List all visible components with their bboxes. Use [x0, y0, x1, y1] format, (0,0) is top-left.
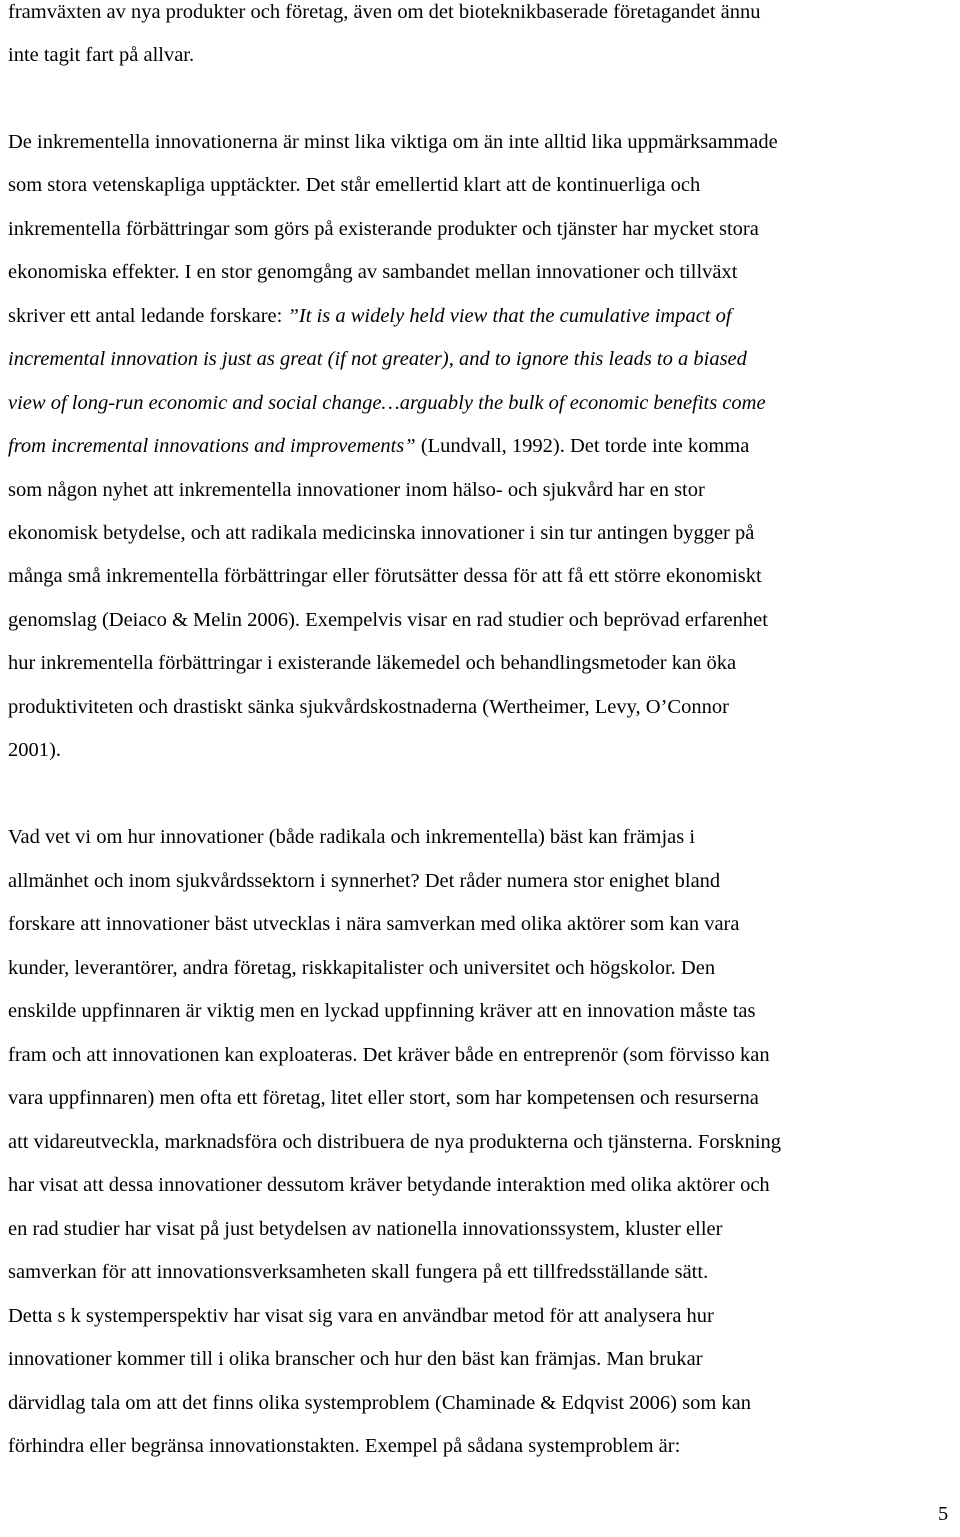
text-line: forskare att innovationer bäst utvecklas i nära samverkan med olika aktörer som kan vara [8, 913, 740, 935]
quote-italic: view of long-run economic and social change…arguably the bulk of economic benefits come [8, 392, 766, 414]
quote-italic: ”It is a widely held view that the cumulative impact of [287, 305, 732, 327]
text-line: ekonomiska effekter. I en stor genomgång av sambandet mellan innovationer och tillväxt [8, 261, 738, 283]
text-line: De inkrementella innovationerna är minst lika viktiga om än inte alltid lika uppmärksammade [8, 131, 778, 153]
text-line: kunder, leverantörer, andra företag, riskkapitalister och universitet och högskolor. Den [8, 957, 716, 979]
text-line: har visat att dessa innovationer dessutom kräver betydande interaktion med olika aktörer och [8, 1174, 770, 1196]
text-line [8, 391, 766, 415]
text-line: förhindra eller begränsa innovationstakten. Exempel på sådana systemproblem är: [8, 1435, 681, 1457]
text-line [8, 434, 749, 458]
text-line: allmänhet och inom sjukvårdssektorn i synnerhet? Det råder numera stor enighet bland [8, 870, 721, 892]
text-line: hur inkrementella förbättringar i existerande läkemedel och behandlingsmetoder kan öka [8, 652, 737, 674]
text-line: samverkan för att innovationsverksamheten skall fungera på ett tillfredsställande sätt. [8, 1261, 709, 1283]
text-line: genomslag (Deiaco & Melin 2006). Exempelvis visar en rad studier och beprövad erfarenhet [8, 609, 768, 631]
text-line: enskilde uppfinnaren är viktig men en lyckad uppfinning kräver att en innovation måste tas [8, 1000, 756, 1022]
text-line: 2001). [8, 739, 61, 761]
text-line: fram och att innovationen kan exploateras. Det kräver både en entreprenör (som förvisso kan [8, 1044, 770, 1066]
text-line: inte tagit fart på allvar. [8, 44, 195, 66]
text-line: Detta s k systemperspektiv har visat sig vara en användbar metod för att analysera hur [8, 1305, 714, 1327]
text-line: ekonomisk betydelse, och att radikala medicinska innovationer i sin tur antingen bygger på [8, 522, 755, 544]
text-line [8, 304, 732, 328]
text-line: en rad studier har visat på just betydelsen av nationella innovationssystem, kluster eller [8, 1218, 723, 1240]
text-line: därvidlag tala om att det finns olika systemproblem (Chaminade & Edqvist 2006) som kan [8, 1392, 751, 1414]
text-line: som stora vetenskapliga upptäckter. Det står emellertid klart att de kontinuerliga och [8, 174, 701, 196]
text-span: skriver ett antal ledande forskare: [8, 305, 288, 327]
text-line: innovationer kommer till i olika branscher och hur den bäst kan främjas. Man brukar [8, 1348, 703, 1370]
text-span: (Lundvall, 1992). Det torde inte komma [415, 435, 750, 457]
text-line: att vidareutveckla, marknadsföra och distribuera de nya produkterna och tjänsterna. Forskning [8, 1131, 782, 1153]
text-line [8, 347, 747, 371]
page-number: 5 [938, 1503, 949, 1525]
text-line: framväxten av nya produkter och företag, även om det bioteknikbaserade företagandet ännu [8, 1, 761, 23]
quote-italic: incremental innovation is just as great (if not greater), and to ignore this leads to a biased [8, 348, 747, 370]
text-line: många små inkrementella förbättringar eller förutsätter dessa för att få ett större ekonomiskt [8, 565, 762, 587]
quote-italic: from incremental innovations and improvements” [8, 435, 416, 457]
text-line: vara uppfinnaren) men ofta ett företag, litet eller stort, som har kompetensen och resurserna [8, 1087, 759, 1109]
text-line: produktiviteten och drastiskt sänka sjukvårdskostnaderna (Wertheimer, Levy, O’Connor [8, 696, 729, 718]
text-line: som någon nyhet att inkrementella innovationer inom hälso- och sjukvård har en stor [8, 479, 705, 501]
text-line: inkrementella förbättringar som görs på existerande produkter och tjänster har mycket stora [8, 218, 759, 240]
text-line: Vad vet vi om hur innovationer (både radikala och inkrementella) bäst kan främjas i [8, 826, 696, 848]
